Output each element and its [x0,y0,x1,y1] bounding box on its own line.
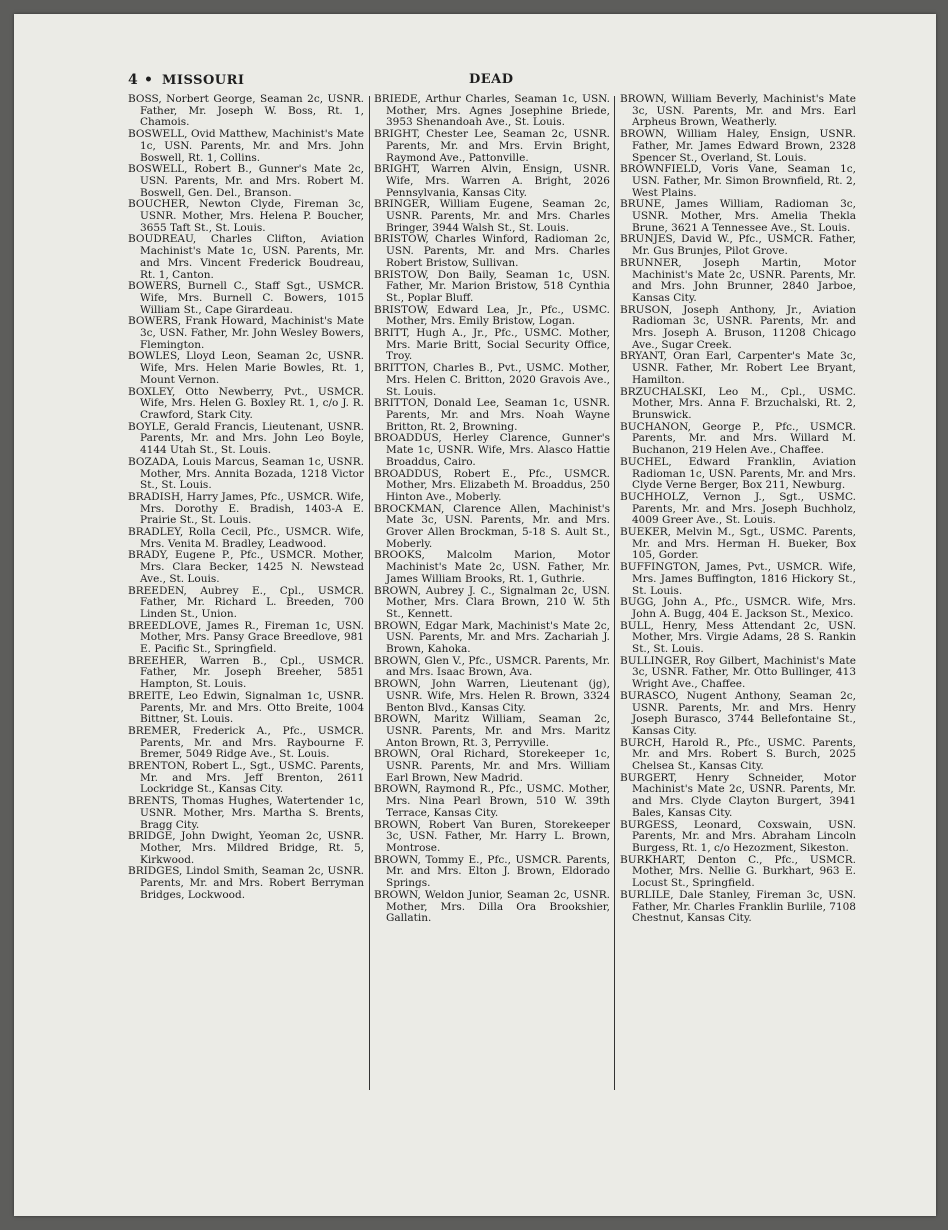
casualty-entry: BROADDUS, Robert E., Pfc., USMCR. Mother, Mrs. Elizabeth M. Broaddus, 250 Hinton Ave., Moberly. [374,467,610,503]
casualty-entry: BRENTS, Thomas Hughes, Watertender 1c, USNR. Mother, Mrs. Martha S. Brents, Bragg City. [128,795,364,831]
casualty-entry: BROWN, William Haley, Ensign, USNR. Father, Mr. James Edward Brown, 2328 Spencer St., Overland, St. Louis. [620,128,856,164]
section-title: DEAD [469,72,514,87]
casualty-entry: BREEHER, Warren B., Cpl., USMCR. Father, Mr. Joseph Breeher, 5851 Hampton, St. Louis. [128,654,364,691]
casualty-entry: BREEDLOVE, James R., Fireman 1c, USN. Mother, Mrs. Pansy Grace Breedlove, 981 E. Pacific St., Springfield. [128,619,364,656]
casualty-entry: BRIGHT, Warren Alvin, Ensign, USNR. Wife, Mrs. Warren A. Bright, 2026 Pennsylvania, Kansas City. [374,163,610,199]
casualty-entry: BRUSON, Joseph Anthony, Jr., Aviation Radioman 3c, USNR. Parents, Mr. and Mrs. Joseph A. Bruson, 11208 Chicago Ave., Sugar Creek. [620,303,856,351]
casualty-entry: BURASCO, Nugent Anthony, Seaman 2c, USNR. Parents, Mr. and Mrs. Henry Joseph Burasco, 3744 Bellefontaine St., Kansas City. [620,689,856,737]
casualty-entry: BRISTOW, Don Baily, Seaman 1c, USN. Father, Mr. Marion Bristow, 518 Cynthia St., Poplar Bluff. [374,268,610,304]
casualty-entry: BROWN, Glen V., Pfc., USMCR. Parents, Mr. and Mrs. Isaac Brown, Ava. [374,654,610,679]
casualty-entry: BRZUCHALSKI, Leo M., Cpl., USMC. Mother, Mrs. Anna F. Brzuchalski, Rt. 2, Brunswick. [620,385,856,421]
casualty-entry: BROWN, William Beverly, Machinist's Mate 3c, USN. Parents, Mr. and Mrs. Earl Arpheus Brown, Weatherly. [620,93,856,129]
casualty-entry: BROWN, Edgar Mark, Machinist's Mate 2c, USN. Parents, Mr. and Mrs. Zachariah J. Brown, Kahoka. [374,619,610,656]
casualty-entry: BOYLE, Gerald Francis, Lieutenant, USNR. Parents, Mr. and Mrs. John Leo Boyle, 4144 Utah St., St. Louis. [128,420,364,457]
casualty-entry: BROWN, Oral Richard, Storekeeper 1c, USNR. Parents, Mr. and Mrs. William Earl Brown, New Madrid. [374,748,610,784]
state-name: MISSOURI [162,73,245,88]
casualty-entry: BULL, Henry, Mess Attendant 2c, USN. Mother, Mrs. Virgie Adams, 28 S. Rankin St., St. Louis. [620,619,856,656]
casualty-entry: BROWN, Tommy E., Pfc., USMCR. Parents, Mr. and Mrs. Elton J. Brown, Eldorado Springs. [374,853,610,890]
casualty-entry: BRADLEY, Rolla Cecil, Pfc., USMCR. Wife, Mrs. Venita M. Bradley, Leadwood. [128,526,364,550]
casualty-entry: BURLILE, Dale Stanley, Fireman 3c, USN. Father, Mr. Charles Franklin Burlile, 7108 Chestnut, Kansas City. [620,888,856,925]
page-header [128,72,853,90]
casualty-entry: BROWNFIELD, Voris Vane, Seaman 1c, USN. Father, Mr. Simon Brownfield, Rt. 2, West Plains. [620,163,856,199]
casualty-entry: BROCKMAN, Clarence Allen, Machinist's Mate 3c, USN. Parents, Mr. and Mrs. Grover Allen Brockman, 5-18 S. Ault St., Moberly. [374,502,610,550]
casualty-entry: BRINGER, William Eugene, Seaman 2c, USNR. Parents, Mr. and Mrs. Charles Bringer, 3944 Walsh St., St. Louis. [374,198,610,234]
casualty-entry: BOUDREAU, Charles Clifton, Aviation Machinist's Mate 1c, USN. Parents, Mr. and Mrs. Vincent Frederick Boudreau, Rt. 1, Canton. [128,233,364,281]
casualty-entry: BREITE, Leo Edwin, Signalman 1c, USNR. Parents, Mr. and Mrs. Otto Breite, 1004 Bittner, St. Louis. [128,689,364,726]
casualty-entry: BURGERT, Henry Schneider, Motor Machinist's Mate 2c, USNR. Parents, Mr. and Mrs. Clyde Clayton Burgert, 3941 Bales, Kansas City. [620,771,856,819]
casualty-entry: BRISTOW, Edward Lea, Jr., Pfc., USMC. Mother, Mrs. Emily Bristow, Logan. [374,303,610,328]
casualty-entry: BRUNE, James William, Radioman 3c, USNR. Mother, Mrs. Amelia Thekla Brune, 3621 A Tennessee Ave., St. Louis. [620,198,856,234]
casualty-entry: BULLINGER, Roy Gilbert, Machinist's Mate 3c, USNR. Father, Mr. Otto Bullinger, 413 Wright Ave., Chaffee. [620,654,856,691]
casualty-entry: BRISTOW, Charles Winford, Radioman 2c, USN. Parents, Mr. and Mrs. Charles Robert Bristow, Sullivan. [374,233,610,269]
casualty-entry: BOWLES, Lloyd Leon, Seaman 2c, USNR. Wife, Mrs. Helen Marie Bowles, Rt. 1, Mount Vernon. [128,350,364,386]
casualty-entry: BROWN, Robert Van Buren, Storekeeper 3c, USN. Father, Mr. Harry L. Brown, Montrose. [374,818,610,854]
column-3 [620,94,856,925]
casualty-entry: BRIDGES, Lindol Smith, Seaman 2c, USNR. Parents, Mr. and Mrs. Robert Berryman Bridges, Lockwood. [128,865,364,901]
casualty-entry: BROWN, John Warren, Lieutenant (jg), USNR. Wife, Mrs. Helen R. Brown, 3324 Benton Blvd., Kansas City. [374,678,610,714]
casualty-entry: BROOKS, Malcolm Marion, Motor Machinist's Mate 2c, USN. Father, Mr. James William Brooks, Rt. 1, Guthrie. [374,549,610,585]
casualty-entry: BRITTON, Charles B., Pvt., USMC. Mother, Mrs. Helen C. Britton, 2020 Gravois Ave., St. Louis. [374,362,610,398]
column-divider [369,96,370,1090]
casualty-entry: BURKHART, Denton C., Pfc., USMCR. Mother, Mrs. Nellie G. Burkhart, 963 E. Locust St., Springfield. [620,853,856,890]
casualty-entry: BURCH, Harold R., Pfc., USMC. Parents, Mr. and Mrs. Robert S. Burch, 2025 Chelsea St., Kansas City. [620,736,856,773]
column-2 [374,94,610,925]
casualty-entry: BOXLEY, Otto Newberry, Pvt., USMCR. Wife, Mrs. Helen G. Boxley Rt. 1, c/o J. R. Crawford, Stark City. [128,385,364,421]
casualty-entry: BOSS, Norbert George, Seaman 2c, USNR. Father, Mr. Joseph W. Boss, Rt. 1, Chamois. [128,93,364,129]
casualty-entry: BOWERS, Burnell C., Staff Sgt., USMCR. Wife, Mrs. Burnell C. Bowers, 1015 William St., Cape Girardeau. [128,280,364,316]
header-bullet: • [144,72,153,88]
casualty-entry: BRIGHT, Chester Lee, Seaman 2c, USNR. Parents, Mr. and Mrs. Ervin Bright, Raymond Ave., Pattonville. [374,128,610,164]
page-number: 4 [128,72,138,88]
casualty-entry: BUGG, John A., Pfc., USMCR. Wife, Mrs. John A. Bugg, 404 E. Jackson St., Mexico. [620,596,856,620]
casualty-entry: BRITTON, Donald Lee, Seaman 1c, USNR. Parents, Mr. and Mrs. Noah Wayne Britton, Rt. 2, Browning. [374,397,610,433]
casualty-entry: BREEDEN, Aubrey E., Cpl., USMCR. Father, Mr. Richard L. Breeden, 700 Linden St., Union. [128,584,364,620]
casualty-entry: BURGESS, Leonard, Coxswain, USN. Parents, Mr. and Mrs. Abraham Lincoln Burgess, Rt. 1, c/o Hezozment, Sikeston. [620,818,856,854]
casualty-entry: BOSWELL, Ovid Matthew, Machinist's Mate 1c, USN. Parents, Mr. and Mrs. John Boswell, Rt. 1, Collins. [128,128,364,164]
casualty-entry: BROADDUS, Herley Clarence, Gunner's Mate 1c, USNR. Wife, Mrs. Alasco Hattie Broaddus, Cairo. [374,432,610,468]
column-divider [614,96,615,1090]
casualty-entry: BRENTON, Robert L., Sgt., USMC. Parents, Mr. and Mrs. Jeff Brenton, 2611 Lockridge St., Kansas City. [128,760,364,796]
casualty-entry: BROWN, Raymond R., Pfc., USMC. Mother, Mrs. Nina Pearl Brown, 510 W. 39th Terrace, Kansas City. [374,783,610,819]
casualty-entry: BRITT, Hugh A., Jr., Pfc., USMC. Mother, Mrs. Marie Britt, Social Security Office, Troy. [374,327,610,363]
casualty-entry: BRUNNER, Joseph Martin, Motor Machinist's Mate 2c, USNR. Parents, Mr. and Mrs. John Brunner, 2840 Jarboe, Kansas City. [620,256,856,304]
casualty-entry: BOWERS, Frank Howard, Machinist's Mate 3c, USN. Father, Mr. John Wesley Bowers, Flemington. [128,315,364,351]
casualty-entry: BUCHEL, Edward Franklin, Aviation Radioman 1c, USN. Parents, Mr. and Mrs. Clyde Verne Berger, Box 211, Newburg. [620,455,856,492]
casualty-entry: BRIEDE, Arthur Charles, Seaman 1c, USN. Mother, Mrs. Agnes Josephine Briede, 3953 Shenandoah Ave., St. Louis. [374,93,610,129]
casualty-entry: BREMER, Frederick A., Pfc., USMCR. Parents, Mr. and Mrs. Raybourne F. Bremer, 5049 Ridge Ave., St. Louis. [128,724,364,761]
casualty-entry: BROWN, Maritz William, Seaman 2c, USNR. Parents, Mr. and Mrs. Maritz Anton Brown, Rt. 3, Perryville. [374,713,610,749]
casualty-entry: BRUNJES, David W., Pfc., USMCR. Father, Mr. Gus Brunjes, Pilot Grove. [620,233,856,258]
casualty-entry: BRIDGE, John Dwight, Yeoman 2c, USNR. Mother, Mrs. Mildred Bridge, Rt. 5, Kirkwood. [128,830,364,866]
column-1 [128,94,364,902]
casualty-entry: BOUCHER, Newton Clyde, Fireman 3c, USNR. Mother, Mrs. Helena P. Boucher, 3655 Taft St., St. Louis. [128,198,364,234]
casualty-entry: BUCHHOLZ, Vernon J., Sgt., USMC. Parents, Mr. and Mrs. Joseph Buchholz, 4009 Greer Ave., St. Louis. [620,490,856,527]
casualty-entry: BUCHANON, George P., Pfc., USMCR. Parents, Mr. and Mrs. Willard M. Buchanon, 219 Helen Ave., Chaffee. [620,420,856,457]
casualty-entry: BUFFINGTON, James, Pvt., USMCR. Wife, Mrs. James Buffington, 1816 Hickory St., St. Louis. [620,561,856,597]
casualty-entry: BROWN, Aubrey J. C., Signalman 2c, USN. Mother, Mrs. Clara Brown, 210 W. 5th St., Kennett. [374,584,610,620]
casualty-entry: BUEKER, Melvin M., Sgt., USMC. Parents, Mr. and Mrs. Herman H. Bueker, Box 105, Gorder. [620,526,856,562]
casualty-entry: BOZADA, Louis Marcus, Seaman 1c, USNR. Mother, Mrs. Annita Bozada, 1218 Victor St., St. Louis. [128,455,364,492]
casualty-entry: BOSWELL, Robert B., Gunner's Mate 2c, USN. Parents, Mr. and Mrs. Robert M. Boswell, Gen. Del., Branson. [128,163,364,199]
casualty-entry: BRADISH, Harry James, Pfc., USMCR. Wife, Mrs. Dorothy E. Bradish, 1403-A E. Prairie St., St. Louis. [128,490,364,527]
casualty-entry: BRYANT, Oran Earl, Carpenter's Mate 3c, USNR. Father, Mr. Robert Lee Bryant, Hamilton. [620,350,856,386]
casualty-entry: BRADY, Eugene P., Pfc., USMCR. Mother, Mrs. Clara Becker, 1425 N. Newstead Ave., St. Louis. [128,549,364,585]
casualty-entry: BROWN, Weldon Junior, Seaman 2c, USNR. Mother, Mrs. Dilla Ora Brookshier, Gallatin. [374,888,610,925]
